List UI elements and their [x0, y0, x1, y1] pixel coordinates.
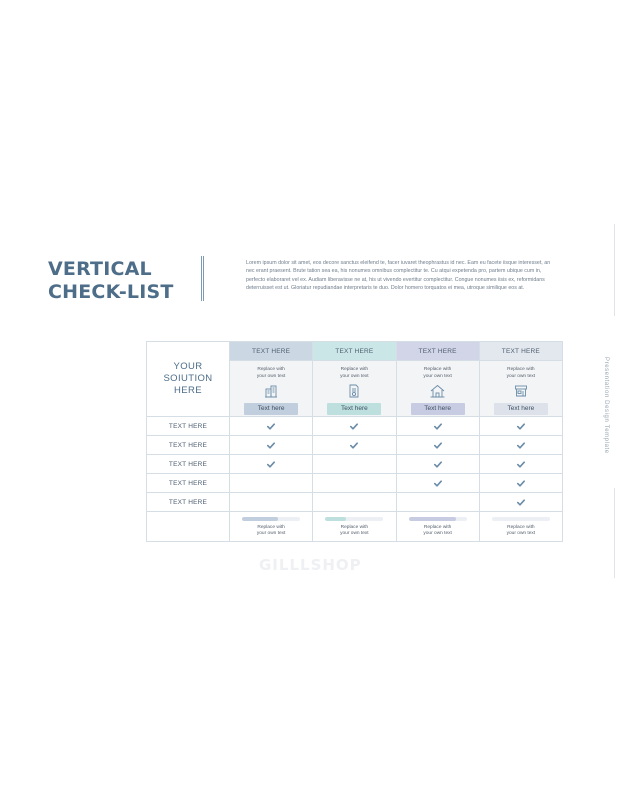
feature-cell-4	[479, 361, 562, 417]
feature-text-line-1: Replace with	[507, 367, 535, 373]
check-icon	[517, 423, 525, 430]
title-line-1: VERTICAL	[48, 258, 152, 280]
checklist-table	[146, 341, 563, 542]
text-here-button-4[interactable]: Text here	[494, 403, 548, 415]
progress-fill	[325, 517, 345, 521]
check-cell	[230, 474, 313, 493]
footer-text	[230, 525, 312, 538]
check-cell	[479, 493, 562, 512]
check-cell	[479, 436, 562, 455]
solution-label	[147, 342, 230, 417]
feature-cell-1	[230, 361, 313, 417]
feature-text	[230, 367, 312, 380]
feature-text-line-2: your own text	[340, 373, 369, 379]
column-header-1: TEXT HERE	[230, 342, 313, 361]
check-row	[147, 417, 563, 436]
check-cell	[230, 455, 313, 474]
row-label: TEXT HERE	[147, 493, 230, 512]
text-here-button-1[interactable]: Text here	[244, 403, 298, 415]
check-cell	[313, 455, 396, 474]
check-cell	[313, 417, 396, 436]
footer-cell-3	[396, 512, 479, 542]
feature-text-line-1: Replace with	[257, 367, 285, 373]
check-icon	[267, 423, 275, 430]
check-cell	[396, 455, 479, 474]
feature-text	[480, 367, 562, 380]
check-icon	[517, 461, 525, 468]
feature-cell-3	[396, 361, 479, 417]
feature-text	[397, 367, 479, 380]
footer-row	[147, 512, 563, 542]
watermark: GILLLSHOP	[259, 556, 362, 574]
side-caption: Presentation Design Template	[603, 357, 609, 454]
intro-paragraph: Lorem ipsum dolor sit amet, eos decore sanctus eleifend te, facer iuvaret theophrastus id nec. Eam eu facete iisque interesset, an nec erant praesent. Brute tation sea ea, his nonumes omnibus complectitur te. Cu atqui expetenda pro, partem ubique cum in, perfecto elaboraret vel ex. Audiam liberavisse ne at, his ut vivendo evertitur complectitur. Congue nonumes iisis ex, reformidans deterruisset est ut. Gloriatur repudiandae interpretaris te duo. Dolor homero torquatos ei mea, utroque similique eos at.	[246, 260, 551, 291]
slide-title	[48, 258, 174, 304]
footer-text-line-2: your own text	[256, 531, 286, 536]
footer-text-line-1: Replace with	[257, 524, 285, 530]
solution-line-2: SOIUTION	[163, 373, 213, 384]
check-cell	[396, 474, 479, 493]
title-divider	[201, 256, 204, 301]
text-here-button-3[interactable]: Text here	[411, 403, 465, 415]
check-cell	[479, 474, 562, 493]
footer-cell-4	[479, 512, 562, 542]
check-icon	[434, 461, 442, 468]
footer-cell-2	[313, 512, 396, 542]
progress-bar	[492, 517, 550, 521]
side-divider-top	[614, 224, 615, 316]
footer-text	[480, 525, 562, 538]
row-label: TEXT HERE	[147, 474, 230, 493]
row-label: TEXT HERE	[147, 417, 230, 436]
progress-bar	[409, 517, 467, 521]
solution-line-1: YOUR	[173, 361, 203, 372]
solution-line-3: HERE	[174, 385, 202, 396]
footer-text-line-2: your own text	[423, 531, 452, 536]
feature-text-line-1: Replace with	[340, 367, 369, 373]
footer-text-line-1: Replace with	[423, 524, 452, 530]
progress-bar	[325, 517, 383, 521]
check-icon	[434, 480, 442, 487]
check-cell	[396, 417, 479, 436]
progress-bar	[242, 517, 300, 521]
check-row	[147, 474, 563, 493]
footer-empty-cell	[147, 512, 230, 542]
progress-fill	[242, 517, 278, 521]
footer-text	[397, 525, 479, 538]
footer-text-line-1: Replace with	[340, 524, 369, 530]
progress-fill	[409, 517, 457, 521]
check-icon	[517, 442, 525, 449]
check-cell	[230, 493, 313, 512]
feature-cell-2	[313, 361, 396, 417]
check-cell	[396, 493, 479, 512]
footer-cell-1	[230, 512, 313, 542]
check-icon	[434, 442, 442, 449]
check-cell	[479, 417, 562, 436]
house-icon	[397, 383, 479, 400]
footer-text	[313, 525, 395, 538]
building-icon	[230, 383, 312, 400]
side-divider-bottom	[614, 488, 615, 578]
text-here-button-2[interactable]: Text here	[327, 403, 381, 415]
shop-icon	[480, 383, 562, 400]
check-icon	[267, 461, 275, 468]
document-icon	[313, 383, 395, 400]
column-header-2: TEXT HERE	[313, 342, 396, 361]
check-icon	[434, 423, 442, 430]
row-label: TEXT HERE	[147, 436, 230, 455]
column-header-3: TEXT HERE	[396, 342, 479, 361]
check-icon	[350, 423, 358, 430]
check-cell	[230, 417, 313, 436]
check-icon	[517, 499, 525, 506]
footer-text-line-2: your own text	[506, 531, 536, 536]
footer-text-line-1: Replace with	[507, 524, 535, 530]
title-line-2: CHECK-LIST	[48, 281, 174, 303]
check-icon	[517, 480, 525, 487]
check-cell	[479, 455, 562, 474]
row-label: TEXT HERE	[147, 455, 230, 474]
check-cell	[313, 474, 396, 493]
feature-text	[313, 367, 395, 380]
check-cell	[230, 436, 313, 455]
check-cell	[396, 436, 479, 455]
footer-text-line-2: your own text	[340, 531, 369, 536]
header-row	[147, 342, 563, 361]
feature-text-line-1: Replace with	[423, 367, 452, 373]
check-row	[147, 493, 563, 512]
check-icon	[267, 442, 275, 449]
check-row	[147, 436, 563, 455]
check-row	[147, 455, 563, 474]
feature-text-line-2: your own text	[256, 373, 286, 379]
check-icon	[350, 442, 358, 449]
check-cell	[313, 493, 396, 512]
feature-text-line-2: your own text	[506, 373, 536, 379]
feature-text-line-2: your own text	[423, 373, 452, 379]
check-cell	[313, 436, 396, 455]
column-header-4: TEXT HERE	[479, 342, 562, 361]
